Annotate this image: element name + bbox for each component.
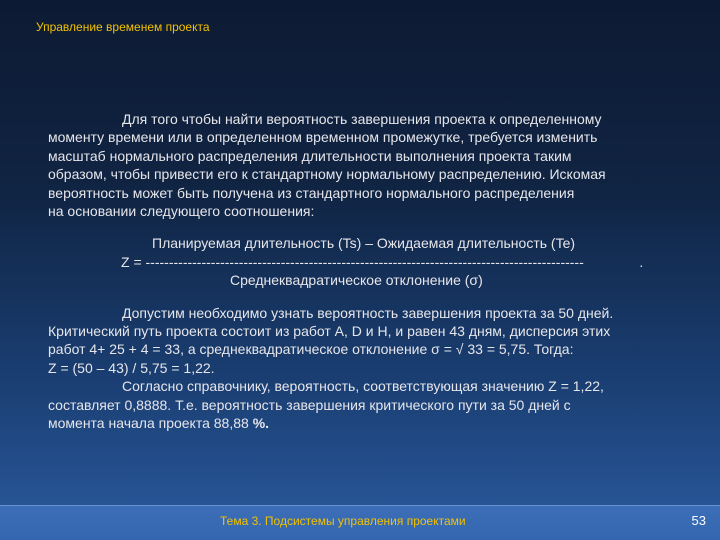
example-line: Согласно справочнику, вероятность, соответствующая значению Z = 1,22, xyxy=(122,378,604,395)
formula-end: . xyxy=(639,253,644,270)
intro-line: моменту времени или в определенном временном промежутке, требуется изменить xyxy=(48,129,598,146)
intro-line: на основании следующего соотношения: xyxy=(48,203,315,220)
slide-header: Управление временем проекта xyxy=(36,20,210,34)
slide-body xyxy=(48,110,698,433)
formula xyxy=(48,234,698,289)
intro-line: масштаб нормального распределения длительности выполнения проекта таким xyxy=(48,147,572,164)
formula-numerator: Планируемая длительность (Ts) – Ожидаемая длительность (Te) xyxy=(152,235,576,252)
formula-denominator: Среднеквадратическое отклонение (σ) xyxy=(230,272,483,289)
example-line: Критический путь проекта состоит из работ A, D и H, и равен 43 дням, дисперсия этих xyxy=(48,323,611,340)
example-line: работ 4+ 25 + 4 = 33, а среднеквадратическое отклонение σ = √ 33 = 5,75. Тогда: xyxy=(48,341,574,358)
intro-line: вероятность может быть получена из стандартного нормального распределения xyxy=(48,184,575,201)
page-number: 53 xyxy=(691,513,706,528)
footer-topic: Тема 3. Подсистемы управления проектами xyxy=(220,514,466,528)
example-line xyxy=(48,414,698,432)
intro-line: Для того чтобы найти вероятность завершения проекта к определенному xyxy=(122,111,602,127)
formula-fraction-bar: ---------------------------------------------------------------------------------------------- xyxy=(145,253,584,270)
example-line: составляет 0,8888. Т.е. вероятность завершения критического пути за 50 дней с xyxy=(48,396,571,413)
example-line: Допустим необходимо узнать вероятность завершения проекта за 50 дней. xyxy=(122,304,614,321)
intro-line: образом, чтобы привести его к стандартному нормальному распределению. Искомая xyxy=(48,166,606,183)
example-line: Z = (50 – 43) / 5,75 = 1,22. xyxy=(48,359,215,376)
example-section xyxy=(48,304,698,433)
formula-lhs: Z = xyxy=(121,253,142,270)
percent-sign: %. xyxy=(248,415,270,432)
formula-line xyxy=(48,253,698,271)
example-last-text: момента начала проекта 88,88 xyxy=(48,415,249,432)
